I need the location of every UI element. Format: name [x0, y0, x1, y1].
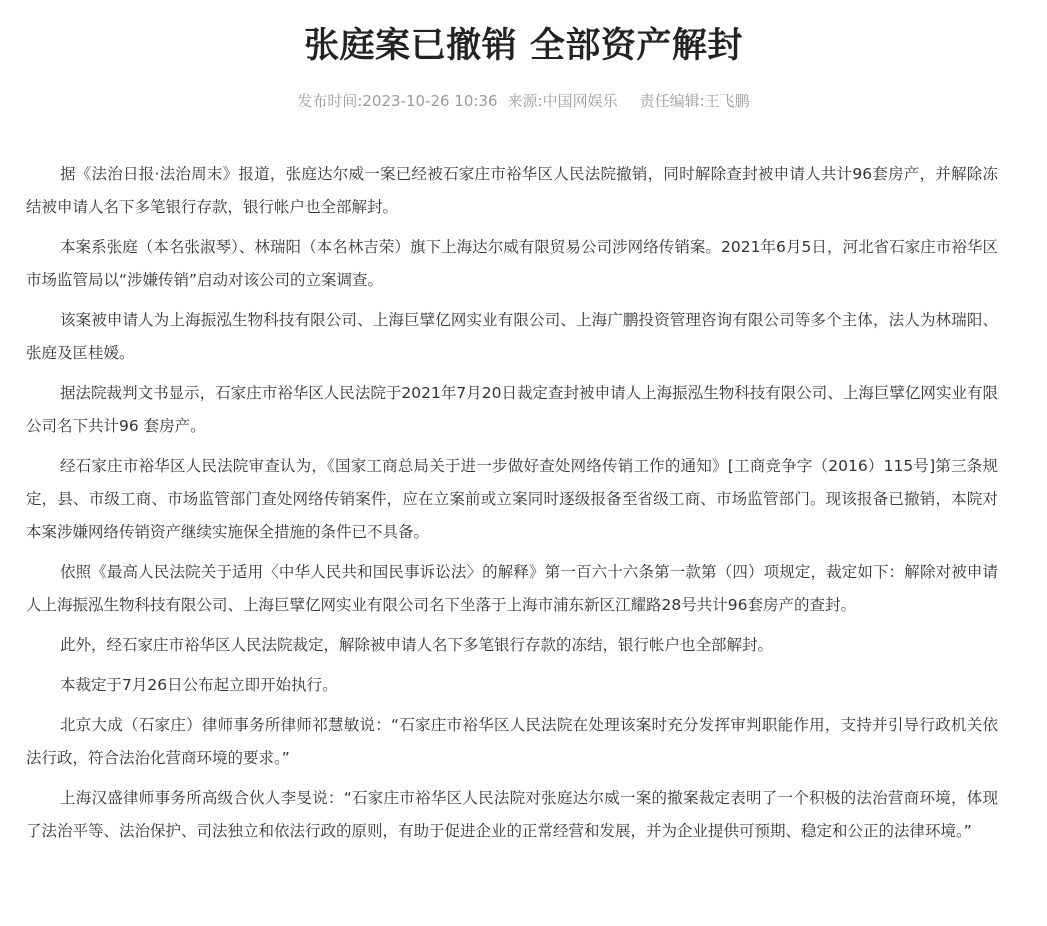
paragraph-2: 本案系张庭（本名张淑琴）、林瑞阳（本名林吉荣）旗下上海达尔威有限贸易公司涉网络传销案。2021年6月5日，河北省石家庄市裕华区市场监管局以“涉嫌传销”启动对该公司的立案调查。 [26, 238, 998, 289]
paragraph-6: 依照《最高人民法院关于适用〈中华人民共和国民事诉讼法〉的解释》第一百六十六条第一款第（四）项规定，裁定如下：解除对被申请人上海振泓生物科技有限公司、上海巨擘亿网实业有限公司名下坐落于上海市浦东新区江耀路28号共计96套房产的查封。 [26, 563, 998, 614]
paragraph-7: 此外，经石家庄市裕华区人民法院裁定，解除被申请人名下多笔银行存款的冻结，银行帐户也全部解封。 [60, 636, 774, 654]
article-editor: 责任编辑:王飞鹏 [639, 92, 750, 110]
paragraph-1: 据《法治日报·法治周末》报道，张庭达尔威一案已经被石家庄市裕华区人民法院撤销，同时解除查封被申请人共计96套房产，并解除冻结被申请人名下多笔银行存款，银行帐户也全部解封。 [26, 165, 998, 216]
paragraph-4: 据法院裁判文书显示，石家庄市裕华区人民法院于2021年7月20日裁定查封被申请人上海振泓生物科技有限公司、上海巨擘亿网实业有限公司名下共计96 套房产。 [26, 384, 998, 435]
article-source: 来源:中国网娱乐 [507, 92, 618, 110]
article-title: 张庭案已撤销 全部资产解封 [304, 26, 743, 66]
paragraph-3: 该案被申请人为上海振泓生物科技有限公司、上海巨擘亿网实业有限公司、上海广鹏投资管理咨询有限公司等多个主体，法人为林瑞阳、张庭及匡桂媛。 [26, 311, 998, 362]
paragraph-8: 本裁定于7月26日公布起立即开始执行。 [60, 676, 338, 694]
paragraph-9: 北京大成（石家庄）律师事务所律师祁慧敏说：“石家庄市裕华区人民法院在处理该案时充分发挥审判职能作用，支持并引导行政机关依法行政，符合法治化营商环境的要求。” [26, 716, 998, 767]
article-meta [0, 90, 1047, 112]
publish-time: 发布时间:2023-10-26 10:36 [297, 92, 498, 110]
paragraph-10: 上海汉盛律师事务所高级合伙人李旻说：“石家庄市裕华区人民法院对张庭达尔威一案的撤案裁定表明了一个积极的法治营商环境，体现了法治平等、法治保护、司法独立和依法行政的原则，有助于促进企业的正常经营和发展，并为企业提供可预期、稳定和公正的法律环境。” [26, 789, 998, 840]
paragraph-5: 经石家庄市裕华区人民法院审查认为，《国家工商总局关于进一步做好查处网络传销工作的通知》[工商竞争字（2016）115号]第三条规定，县、市级工商、市场监管部门查处网络传销案件，应在立案前或立案同时逐级报备至省级工商、市场监管部门。现该报备已撤销，本院对本案涉嫌网络传销资产继续实施保全措施的条件已不具备。 [26, 457, 998, 541]
article-body [26, 158, 998, 855]
